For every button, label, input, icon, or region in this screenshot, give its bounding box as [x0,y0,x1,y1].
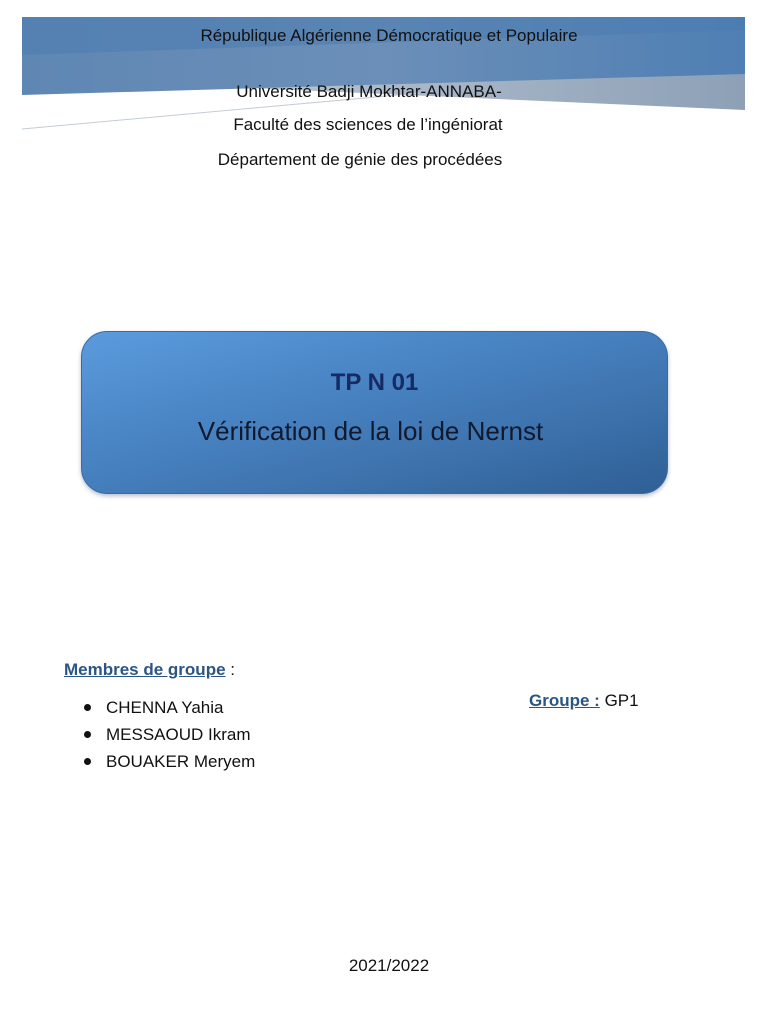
republic-heading: République Algérienne Démocratique et Populaire [200,26,578,45]
group-value: GP1 [599,691,639,710]
member-name: CHENNA Yahia [106,698,224,717]
academic-year: 2021/2022 [348,956,430,975]
university-name: Université Badji Mokhtar-ANNABA- [236,82,502,101]
member-item [84,721,255,748]
tp-number: TP N 01 [330,369,419,396]
members-heading [64,660,235,680]
member-item [84,748,255,775]
members-label-suffix: : [225,660,235,679]
members-list [84,694,255,775]
tp-title: Vérification de la loi de Nernst [197,416,544,446]
faculty-name: Faculté des sciences de l’ingéniorat [233,115,503,134]
title-box [81,331,668,494]
group-line [529,691,639,711]
bullet-icon [84,731,91,738]
members-label: Membres de groupe [64,660,226,679]
member-name: BOUAKER Meryem [106,752,256,771]
bullet-icon [84,704,91,711]
member-item [84,694,255,721]
bullet-icon [84,758,91,765]
group-label: Groupe : [529,691,600,710]
member-name: MESSAOUD Ikram [106,725,251,744]
department-name: Département de génie des procédées [217,150,503,169]
